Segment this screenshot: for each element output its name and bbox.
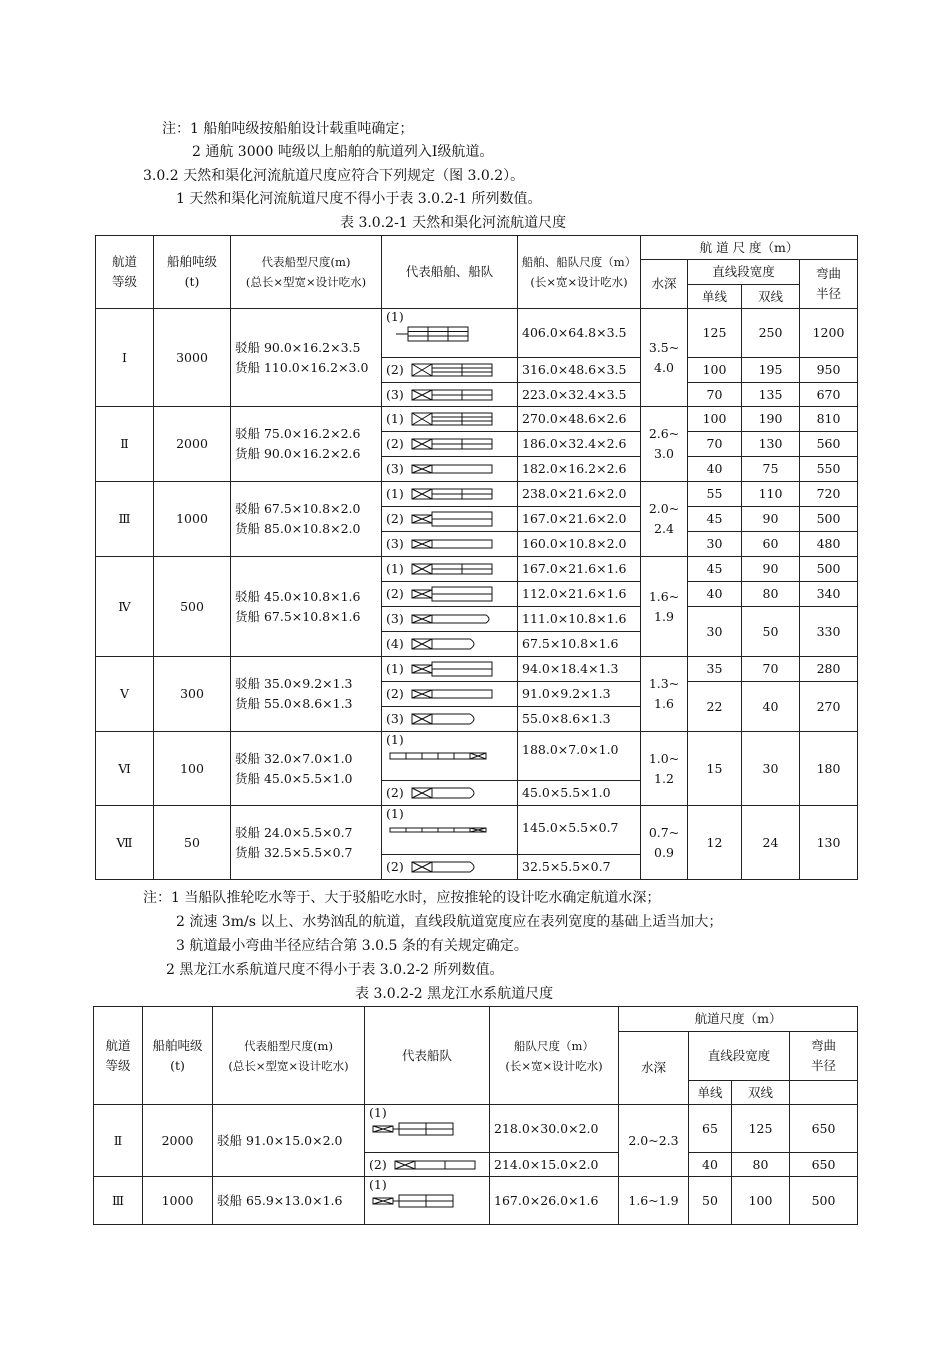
double-width: 100 — [732, 1177, 790, 1225]
header-tonnage: 船舶吨级 (t) — [143, 1007, 213, 1105]
fleet-diagram-cell — [382, 607, 518, 632]
fleet-diagram — [408, 561, 498, 577]
double-width: 40 — [742, 682, 800, 732]
double-width: 125 — [732, 1105, 790, 1153]
depth-cell: 1.6~ 1.9 — [641, 557, 688, 657]
double-width: 130 — [742, 432, 800, 457]
grade-cell: Ⅳ — [96, 557, 154, 657]
fleet-diagram — [386, 325, 476, 343]
fleet-diagram-cell — [382, 855, 518, 880]
tonnage-cell: 1000 — [154, 482, 231, 557]
single-width: 22 — [688, 682, 742, 732]
fleet-label: (2) — [386, 586, 404, 601]
fleet-size: 67.5×10.8×1.6 — [518, 632, 641, 657]
radius: 950 — [800, 358, 858, 383]
double-width: 24 — [742, 806, 800, 880]
header-double: 双线 — [732, 1081, 790, 1105]
depth-cell: 1.6~1.9 — [619, 1177, 689, 1225]
fleet-size: 55.0×8.6×1.3 — [518, 707, 641, 732]
single-width: 45 — [688, 507, 742, 532]
radius: 810 — [800, 407, 858, 432]
fleet-size: 91.0×9.2×1.3 — [518, 682, 641, 707]
fleet-size: 186.0×32.4×2.6 — [518, 432, 641, 457]
header-blank — [790, 1081, 858, 1105]
fleet-diagram — [408, 387, 498, 403]
tonnage-cell: 2000 — [154, 407, 231, 482]
fleet-diagram-cell — [382, 507, 518, 532]
note-2: 2 通航 3000 吨级以上船舶的航道列入Ⅰ级航道。 — [192, 144, 494, 160]
single-width: 15 — [688, 732, 742, 806]
single-width: 30 — [688, 532, 742, 557]
fleet-diagram-cell — [382, 806, 518, 855]
ship-type-cell: 驳船 75.0×16.2×2.6 货船 90.0×16.2×2.6 — [231, 407, 382, 482]
depth-cell: 0.7~ 0.9 — [641, 806, 688, 880]
fleet-size: 111.0×10.8×1.6 — [518, 607, 641, 632]
header-width: 直线段宽度 — [689, 1032, 790, 1081]
ship-type-cell: 驳船 90.0×16.2×3.5 货船 110.0×16.2×3.0 — [231, 309, 382, 407]
fleet-diagram — [408, 859, 498, 875]
depth-cell: 2.6~ 3.0 — [641, 407, 688, 482]
double-width: 90 — [742, 557, 800, 582]
note-1: 注：1 船舶吨级按船舶设计载重吨确定； — [162, 121, 414, 137]
table1 — [95, 235, 858, 880]
double-width: 90 — [742, 507, 800, 532]
double-width: 50 — [742, 607, 800, 657]
fleet-label: (3) — [386, 611, 404, 626]
header-radius: 弯曲 半径 — [790, 1032, 858, 1081]
radius: 280 — [800, 657, 858, 682]
fleet-diagram-cell — [382, 407, 518, 432]
fleet-label: (2) — [369, 1156, 387, 1172]
single-width: 40 — [689, 1153, 732, 1177]
fleet-diagram — [369, 1121, 459, 1137]
double-width: 80 — [732, 1153, 790, 1177]
fleet-size: 32.5×5.5×0.7 — [518, 855, 641, 880]
fleet-diagram-cell — [382, 682, 518, 707]
single-width: 50 — [689, 1177, 732, 1225]
fleet-label: (1) — [386, 806, 404, 821]
double-width: 80 — [742, 582, 800, 607]
ship-type-cell: 驳船 32.0×7.0×1.0 货船 45.0×5.5×1.0 — [231, 732, 382, 806]
header-double: 双线 — [742, 285, 800, 309]
fleet-diagram — [408, 636, 498, 652]
single-width: 70 — [688, 432, 742, 457]
fleet-size: 160.0×10.8×2.0 — [518, 532, 641, 557]
header-ship-type: 代表船型尺度(m) (总长×型宽×设计吃水) — [213, 1007, 365, 1105]
depth-cell: 2.0~ 2.4 — [641, 482, 688, 557]
fleet-diagram — [408, 362, 498, 378]
header-tonnage: 船舶吨级 (t) — [154, 236, 231, 309]
depth-cell: 1.0~ 1.2 — [641, 732, 688, 806]
grade-cell: Ⅴ — [96, 657, 154, 732]
fleet-label: (3) — [386, 536, 404, 551]
fleet-diagram-cell — [365, 1177, 490, 1225]
radius: 180 — [800, 732, 858, 806]
double-width: 135 — [742, 383, 800, 407]
header-channel: 航 道 尺 度（m） — [641, 236, 858, 260]
single-width: 30 — [688, 607, 742, 657]
tonnage-cell: 3000 — [154, 309, 231, 407]
tonnage-cell: 300 — [154, 657, 231, 732]
ship-type-cell: 驳船 67.5×10.8×2.0 货船 85.0×10.8×2.0 — [231, 482, 382, 557]
fleet-diagram — [408, 686, 498, 702]
header-radius: 弯曲 半径 — [800, 260, 858, 309]
note-table1-2: 2 流速 3m/s 以上、水势汹乱的航道，直线段航道宽度应在表列宽度的基础上适当加大； — [176, 914, 723, 930]
radius: 560 — [800, 432, 858, 457]
header-channel: 航道尺度（m） — [619, 1007, 858, 1032]
fleet-diagram — [408, 436, 498, 452]
fleet-diagram — [408, 411, 498, 427]
fleet-diagram-cell — [382, 309, 518, 358]
table2-caption: 表 3.0.2-2 黑龙江水系航道尺度 — [355, 986, 554, 1002]
fleet-diagram-cell — [382, 582, 518, 607]
fleet-label: (3) — [386, 711, 404, 726]
radius: 720 — [800, 482, 858, 507]
radius: 650 — [790, 1105, 858, 1153]
ship-type-cell: 驳船 45.0×10.8×1.6 货船 67.5×10.8×1.6 — [231, 557, 382, 657]
fleet-diagram — [408, 461, 498, 477]
radius: 480 — [800, 532, 858, 557]
fleet-diagram-cell — [382, 781, 518, 806]
fleet-size: 167.0×26.0×1.6 — [490, 1177, 619, 1225]
fleet-diagram-cell — [382, 432, 518, 457]
ship-type-cell: 驳船 65.9×13.0×1.6 — [213, 1177, 365, 1225]
table1-caption: 表 3.0.2-1 天然和渠化河流航道尺度 — [340, 215, 567, 231]
fleet-size: 182.0×16.2×2.6 — [518, 457, 641, 482]
ship-type-cell: 驳船 35.0×9.2×1.3 货船 55.0×8.6×1.3 — [231, 657, 382, 732]
fleet-label: (1) — [386, 411, 404, 426]
fleet-diagram-cell — [382, 632, 518, 657]
fleet-diagram-cell — [365, 1105, 490, 1153]
fleet-diagram-cell — [382, 383, 518, 407]
fleet-diagram — [408, 661, 498, 677]
header-single: 单线 — [689, 1081, 732, 1105]
fleet-diagram-cell — [382, 532, 518, 557]
fleet-diagram-cell — [382, 732, 518, 781]
fleet-label: (2) — [386, 436, 404, 451]
fleet-size: 218.0×30.0×2.0 — [490, 1105, 619, 1153]
fleet-diagram-cell — [382, 707, 518, 732]
radius: 1200 — [800, 309, 858, 358]
fleet-diagram — [369, 1193, 459, 1209]
double-width: 190 — [742, 407, 800, 432]
grade-cell: Ⅶ — [96, 806, 154, 880]
fleet-diagram-cell — [382, 657, 518, 682]
fleet-diagram — [408, 511, 498, 527]
fleet-size: 188.0×7.0×1.0 — [518, 732, 641, 781]
single-width: 100 — [688, 358, 742, 383]
fleet-label: (2) — [386, 511, 404, 526]
double-width: 110 — [742, 482, 800, 507]
fleet-size: 167.0×21.6×2.0 — [518, 507, 641, 532]
header-single: 单线 — [688, 285, 742, 309]
radius: 500 — [800, 507, 858, 532]
single-width: 12 — [688, 806, 742, 880]
fleet-size: 94.0×18.4×1.3 — [518, 657, 641, 682]
header-grade: 航道 等级 — [96, 236, 154, 309]
fleet-diagram-cell — [382, 457, 518, 482]
double-width: 250 — [742, 309, 800, 358]
fleet-label: (3) — [386, 386, 404, 402]
tonnage-cell: 500 — [154, 557, 231, 657]
ship-type-cell: 驳船 24.0×5.5×0.7 货船 32.5×5.5×0.7 — [231, 806, 382, 880]
grade-cell: Ⅰ — [96, 309, 154, 407]
fleet-size: 238.0×21.6×2.0 — [518, 482, 641, 507]
fleet-diagram-cell — [382, 358, 518, 383]
tonnage-cell: 50 — [154, 806, 231, 880]
header-fleet-size: 船队尺度（m） (长×宽×设计吃水) — [490, 1007, 619, 1105]
radius: 550 — [800, 457, 858, 482]
single-width: 100 — [688, 407, 742, 432]
fleet-diagram-cell — [382, 557, 518, 582]
depth-cell: 3.5~ 4.0 — [641, 309, 688, 407]
fleet-diagram — [408, 711, 498, 727]
fleet-diagram — [408, 785, 498, 801]
grade-cell: Ⅵ — [96, 732, 154, 806]
tonnage-cell: 1000 — [143, 1177, 213, 1225]
grade-cell: Ⅱ — [94, 1105, 143, 1177]
clause-3-0-2-2: 2 黑龙江水系航道尺度不得小于表 3.0.2-2 所列数值。 — [166, 962, 504, 978]
header-fleet-size: 船舶、船队尺度（m） (长×宽×设计吃水) — [518, 236, 641, 309]
tonnage-cell: 2000 — [143, 1105, 213, 1177]
double-width: 30 — [742, 732, 800, 806]
fleet-diagram — [408, 486, 498, 502]
fleet-label: (4) — [386, 636, 404, 651]
double-width: 75 — [742, 457, 800, 482]
double-width: 70 — [742, 657, 800, 682]
single-width: 70 — [688, 383, 742, 407]
single-width: 125 — [688, 309, 742, 358]
tonnage-cell: 100 — [154, 732, 231, 806]
fleet-diagram — [386, 822, 496, 838]
table2 — [93, 1006, 858, 1225]
fleet-label: (1) — [386, 661, 404, 676]
radius: 340 — [800, 582, 858, 607]
double-width: 60 — [742, 532, 800, 557]
depth-cell: 2.0~2.3 — [619, 1105, 689, 1177]
fleet-size: 112.0×21.6×1.6 — [518, 582, 641, 607]
header-fleet: 代表船队 — [365, 1007, 490, 1105]
single-width: 55 — [688, 482, 742, 507]
fleet-size: 406.0×64.8×3.5 — [518, 309, 641, 358]
header-depth: 水深 — [619, 1032, 689, 1105]
radius: 500 — [790, 1177, 858, 1225]
fleet-size: 167.0×21.6×1.6 — [518, 557, 641, 582]
fleet-size: 145.0×5.5×0.7 — [518, 806, 641, 855]
radius: 650 — [790, 1153, 858, 1177]
fleet-diagram — [408, 611, 498, 627]
single-width: 45 — [688, 557, 742, 582]
single-width: 65 — [689, 1105, 732, 1153]
note-table1-3: 3 航道最小弯曲半径应结合第 3.0.5 条的有关规定确定。 — [176, 938, 528, 954]
fleet-label: (1) — [386, 732, 404, 747]
fleet-diagram — [408, 536, 498, 552]
depth-cell: 1.3~ 1.6 — [641, 657, 688, 732]
radius: 130 — [800, 806, 858, 880]
fleet-label: (1) — [369, 1105, 387, 1120]
grade-cell: Ⅲ — [94, 1177, 143, 1225]
fleet-label: (2) — [386, 859, 404, 874]
fleet-diagram — [386, 748, 496, 764]
single-width: 40 — [688, 582, 742, 607]
note-table1-1: 注：1 当船队推轮吃水等于、大于驳船吃水时，应按推轮的设计吃水确定航道水深； — [143, 890, 661, 906]
single-width: 40 — [688, 457, 742, 482]
header-ship-type: 代表船型尺度(m) (总长×型宽×设计吃水) — [231, 236, 382, 309]
fleet-diagram — [391, 1157, 481, 1173]
header-width: 直线段宽度 — [688, 260, 800, 285]
single-width: 35 — [688, 657, 742, 682]
radius: 670 — [800, 383, 858, 407]
fleet-diagram — [408, 586, 498, 602]
fleet-label: (1) — [369, 1177, 387, 1192]
fleet-diagram-cell — [365, 1153, 490, 1177]
fleet-size: 45.0×5.5×1.0 — [518, 781, 641, 806]
double-width: 195 — [742, 358, 800, 383]
fleet-diagram-cell — [382, 482, 518, 507]
fleet-size: 214.0×15.0×2.0 — [490, 1153, 619, 1177]
fleet-size: 316.0×48.6×3.5 — [518, 358, 641, 383]
grade-cell: Ⅲ — [96, 482, 154, 557]
fleet-label: (1) — [386, 561, 404, 576]
radius: 330 — [800, 607, 858, 657]
radius: 500 — [800, 557, 858, 582]
fleet-label: (1) — [386, 486, 404, 501]
fleet-label: (3) — [386, 461, 404, 476]
grade-cell: Ⅱ — [96, 407, 154, 482]
fleet-size: 270.0×48.6×2.6 — [518, 407, 641, 432]
clause-3-0-2-1: 1 天然和渠化河流航道尺度不得小于表 3.0.2-1 所列数值。 — [176, 191, 542, 207]
fleet-label: (2) — [386, 785, 404, 800]
fleet-label: (2) — [386, 362, 404, 377]
header-fleet: 代表船舶、船队 — [382, 236, 518, 309]
radius: 270 — [800, 682, 858, 732]
header-grade: 航道 等级 — [94, 1007, 143, 1105]
fleet-label: (2) — [386, 686, 404, 701]
clause-3-0-2: 3.0.2 天然和渠化河流航道尺度应符合下列规定（图 3.0.2）。 — [143, 168, 525, 184]
fleet-size: 223.0×32.4×3.5 — [518, 383, 641, 407]
header-depth: 水深 — [641, 260, 688, 309]
ship-type-cell: 驳船 91.0×15.0×2.0 — [213, 1105, 365, 1177]
fleet-label: (1) — [386, 309, 404, 324]
